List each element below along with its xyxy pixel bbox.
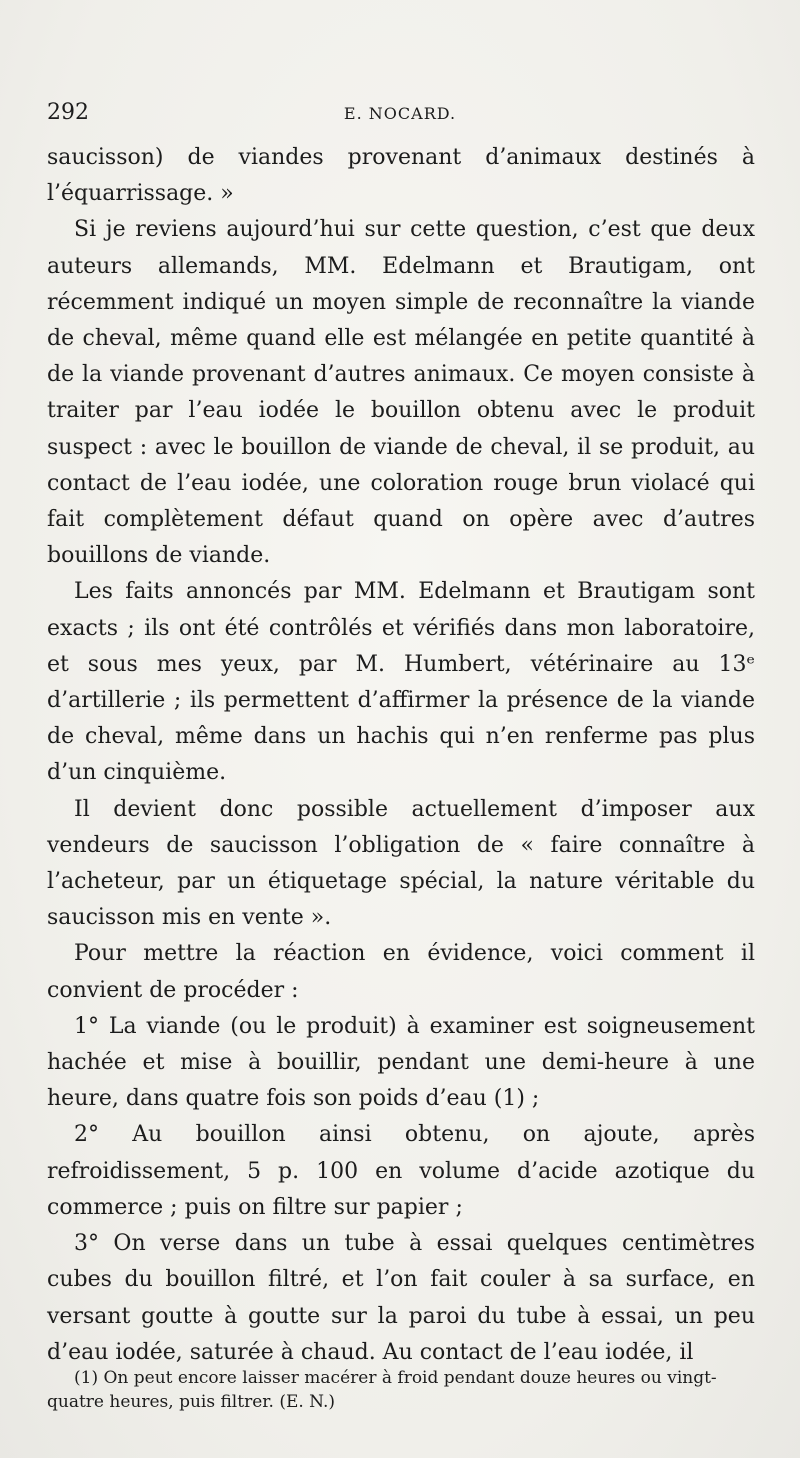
paragraph: 1° La viande (ou le produit) à examiner est soigneusement hachée et mise à bouillir, pendant une demi-heure à une heure, dans quatre fois son poids d’eau (1) ; xyxy=(47,1013,755,1112)
paragraph: saucisson) de viandes provenant d’animaux destinés à l’équarrissage. » xyxy=(47,145,755,207)
footnote xyxy=(47,1366,755,1414)
paragraph: Il devient donc possible actuellement d’imposer aux vendeurs de saucisson l’obligation de « faire connaître à l’acheteur, par un étiquetage spécial, la nature véritable du saucisson mis en vente ». xyxy=(47,796,755,931)
paragraph: Pour mettre la réaction en évidence, voici comment il convient de procéder : xyxy=(47,941,755,1003)
body-text xyxy=(47,140,755,1371)
paragraph: 2° Au bouillon ainsi obtenu, on ajoute, après refroidissement, 5 p. 100 en volume d’acide azotique du commerce ; puis on filtre sur papier ; xyxy=(47,1122,755,1220)
paragraph: 3° On verse dans un tube à essai quelques centimètres cubes du bouillon filtré, et l’on fait couler à sa surface, en versant goutte à goutte sur la paroi du tube à essai, un peu d’eau iodée, saturée à chaud. Au contact de l’eau iodée, il xyxy=(47,1231,755,1365)
running-head: E. NOCARD. xyxy=(343,104,457,123)
footnote-text: (1) On peut encore laisser macérer à froid pendant douze heures ou vingt-quatre heures, puis filtrer. (E. N.) xyxy=(47,1368,717,1412)
paragraph: Si je reviens aujourd’hui sur cette question, c’est que deux auteurs allemands, MM. Edelmann et Brautigam, ont récemment indiqué un moyen simple de reconnaître la viande de cheval, même quand elle est mélangée en petite quantité à de la viande provenant d’autres animaux. Ce moyen consiste à traiter par l’eau iodée le bouillon obtenu avec le produit suspect : avec le bouillon de viande de cheval, il se produit, au contact de l’eau iodée, une coloration rouge brun violacé qui fait complètement défaut quand on opère avec d’autres bouillons de viande. xyxy=(47,217,755,569)
page-header xyxy=(47,100,753,132)
page-number: 292 xyxy=(47,100,89,125)
paragraph: Les faits annoncés par MM. Edelmann et Brautigam sont exacts ; ils ont été contrôlés et vérifiés dans mon laboratoire, et sous mes yeux, par M. Humbert, vétérinaire au 13ᵉ d’artillerie ; ils permettent d’affirmer la présence de la viande de cheval, même dans un hachis qui n’en renferme pas plus d’un cinquième. xyxy=(47,579,755,786)
